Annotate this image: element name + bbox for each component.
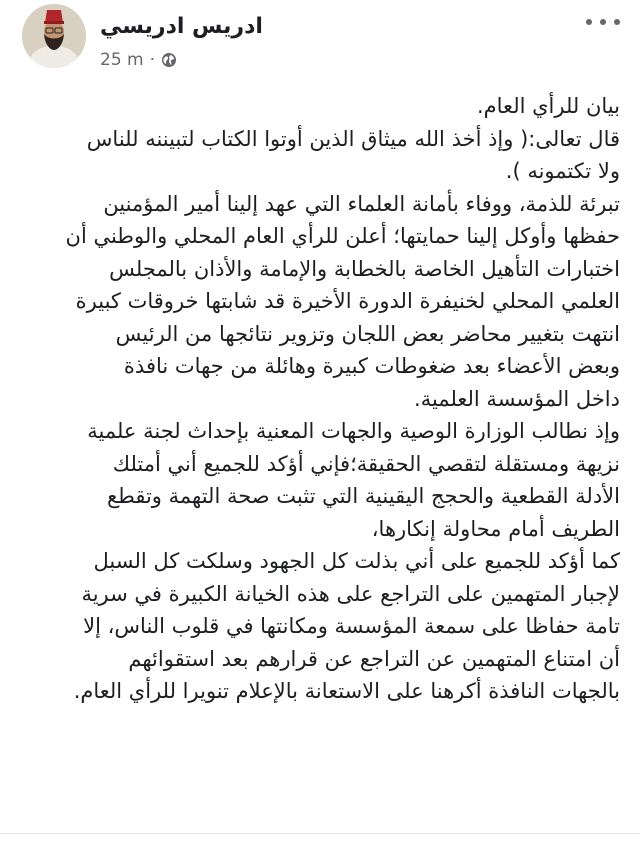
- post-line: وبعض الأعضاء بعد ضغوطات كبيرة وهائلة من جهات نافذة: [123, 354, 620, 378]
- post-line: انتهت بتغيير محاضر بعض اللجان وتزوير نتائجها من الرئيس: [115, 321, 620, 346]
- post-line: داخل المؤسسة العلمية.: [414, 386, 620, 411]
- post-body: [20, 90, 620, 708]
- post-line: الطريف أمام محاولة إنكارها،: [371, 516, 620, 541]
- author-name[interactable]: ادريس ادريسي: [100, 14, 263, 39]
- post-line: ولا تكتمونه ).: [505, 159, 620, 183]
- divider: [0, 833, 640, 834]
- post-line: حفظها وأوكل إلينا حمايتها؛ أعلن للرأي العام المحلي والوطني أن: [65, 224, 620, 248]
- post-line: وإذ نطالب الوزارة الوصية والجهات المعنية بإحداث لجنة علمية: [87, 419, 620, 443]
- post-time[interactable]: 25 m: [100, 50, 144, 70]
- meta-separator: ·: [149, 50, 156, 70]
- post-line: بالجهات النافذة أكرهنا على الاستعانة بالإعلام تنويرا للرأي العام.: [73, 679, 620, 703]
- post-line: لإجبار المتهمين على التراجع على هذه الخيانة الكبيرة في سرية: [81, 581, 620, 606]
- post-line: تامة حفاظا على سمعة المؤسسة ومكانتها في قلوب الناس، إلا: [83, 614, 620, 638]
- avatar-image: [22, 4, 86, 68]
- post-line: بيان للرأي العام.: [476, 94, 620, 118]
- more-dot-icon: [586, 19, 592, 25]
- post-line: أن امتناع المتهمين عن التراجع عن قرارهم بعد استقوائهم: [128, 646, 620, 671]
- avatar[interactable]: [22, 4, 86, 68]
- post-line: قال تعالى:( وإذ أخذ الله ميثاق الذين أوتوا الكتاب لتبيننه للناس: [86, 126, 620, 151]
- post-line: العلمي المحلي لخنيفرة الدورة الأخيرة قد شابتها خروقات كبيرة: [75, 289, 620, 313]
- globe-icon[interactable]: [161, 52, 177, 68]
- post-meta: [100, 50, 177, 70]
- post-line: نزيهة ومستقلة لتقصي الحقيقة؛فإني أؤكد للجميع أني أمتلك: [112, 451, 620, 476]
- post-line: كما أؤكد للجميع على أني بذلت كل الجهود وسلكت كل السبل: [93, 549, 620, 573]
- more-options-button[interactable]: [586, 14, 620, 30]
- post-line: تبرئة للذمة، ووفاء بأمانة العلماء التي عهد إلينا أمير المؤمنين: [103, 191, 620, 216]
- post-line: اختبارات التأهيل الخاصة بالخطابة والإمامة والأذان بالمجلس: [109, 256, 620, 281]
- post-header: [0, 0, 640, 80]
- more-dot-icon: [614, 19, 620, 25]
- post-line: الأدلة القطعية والحجج اليقينية التي تثبت صحة التهمة وتقطع: [106, 484, 620, 508]
- more-dot-icon: [600, 19, 606, 25]
